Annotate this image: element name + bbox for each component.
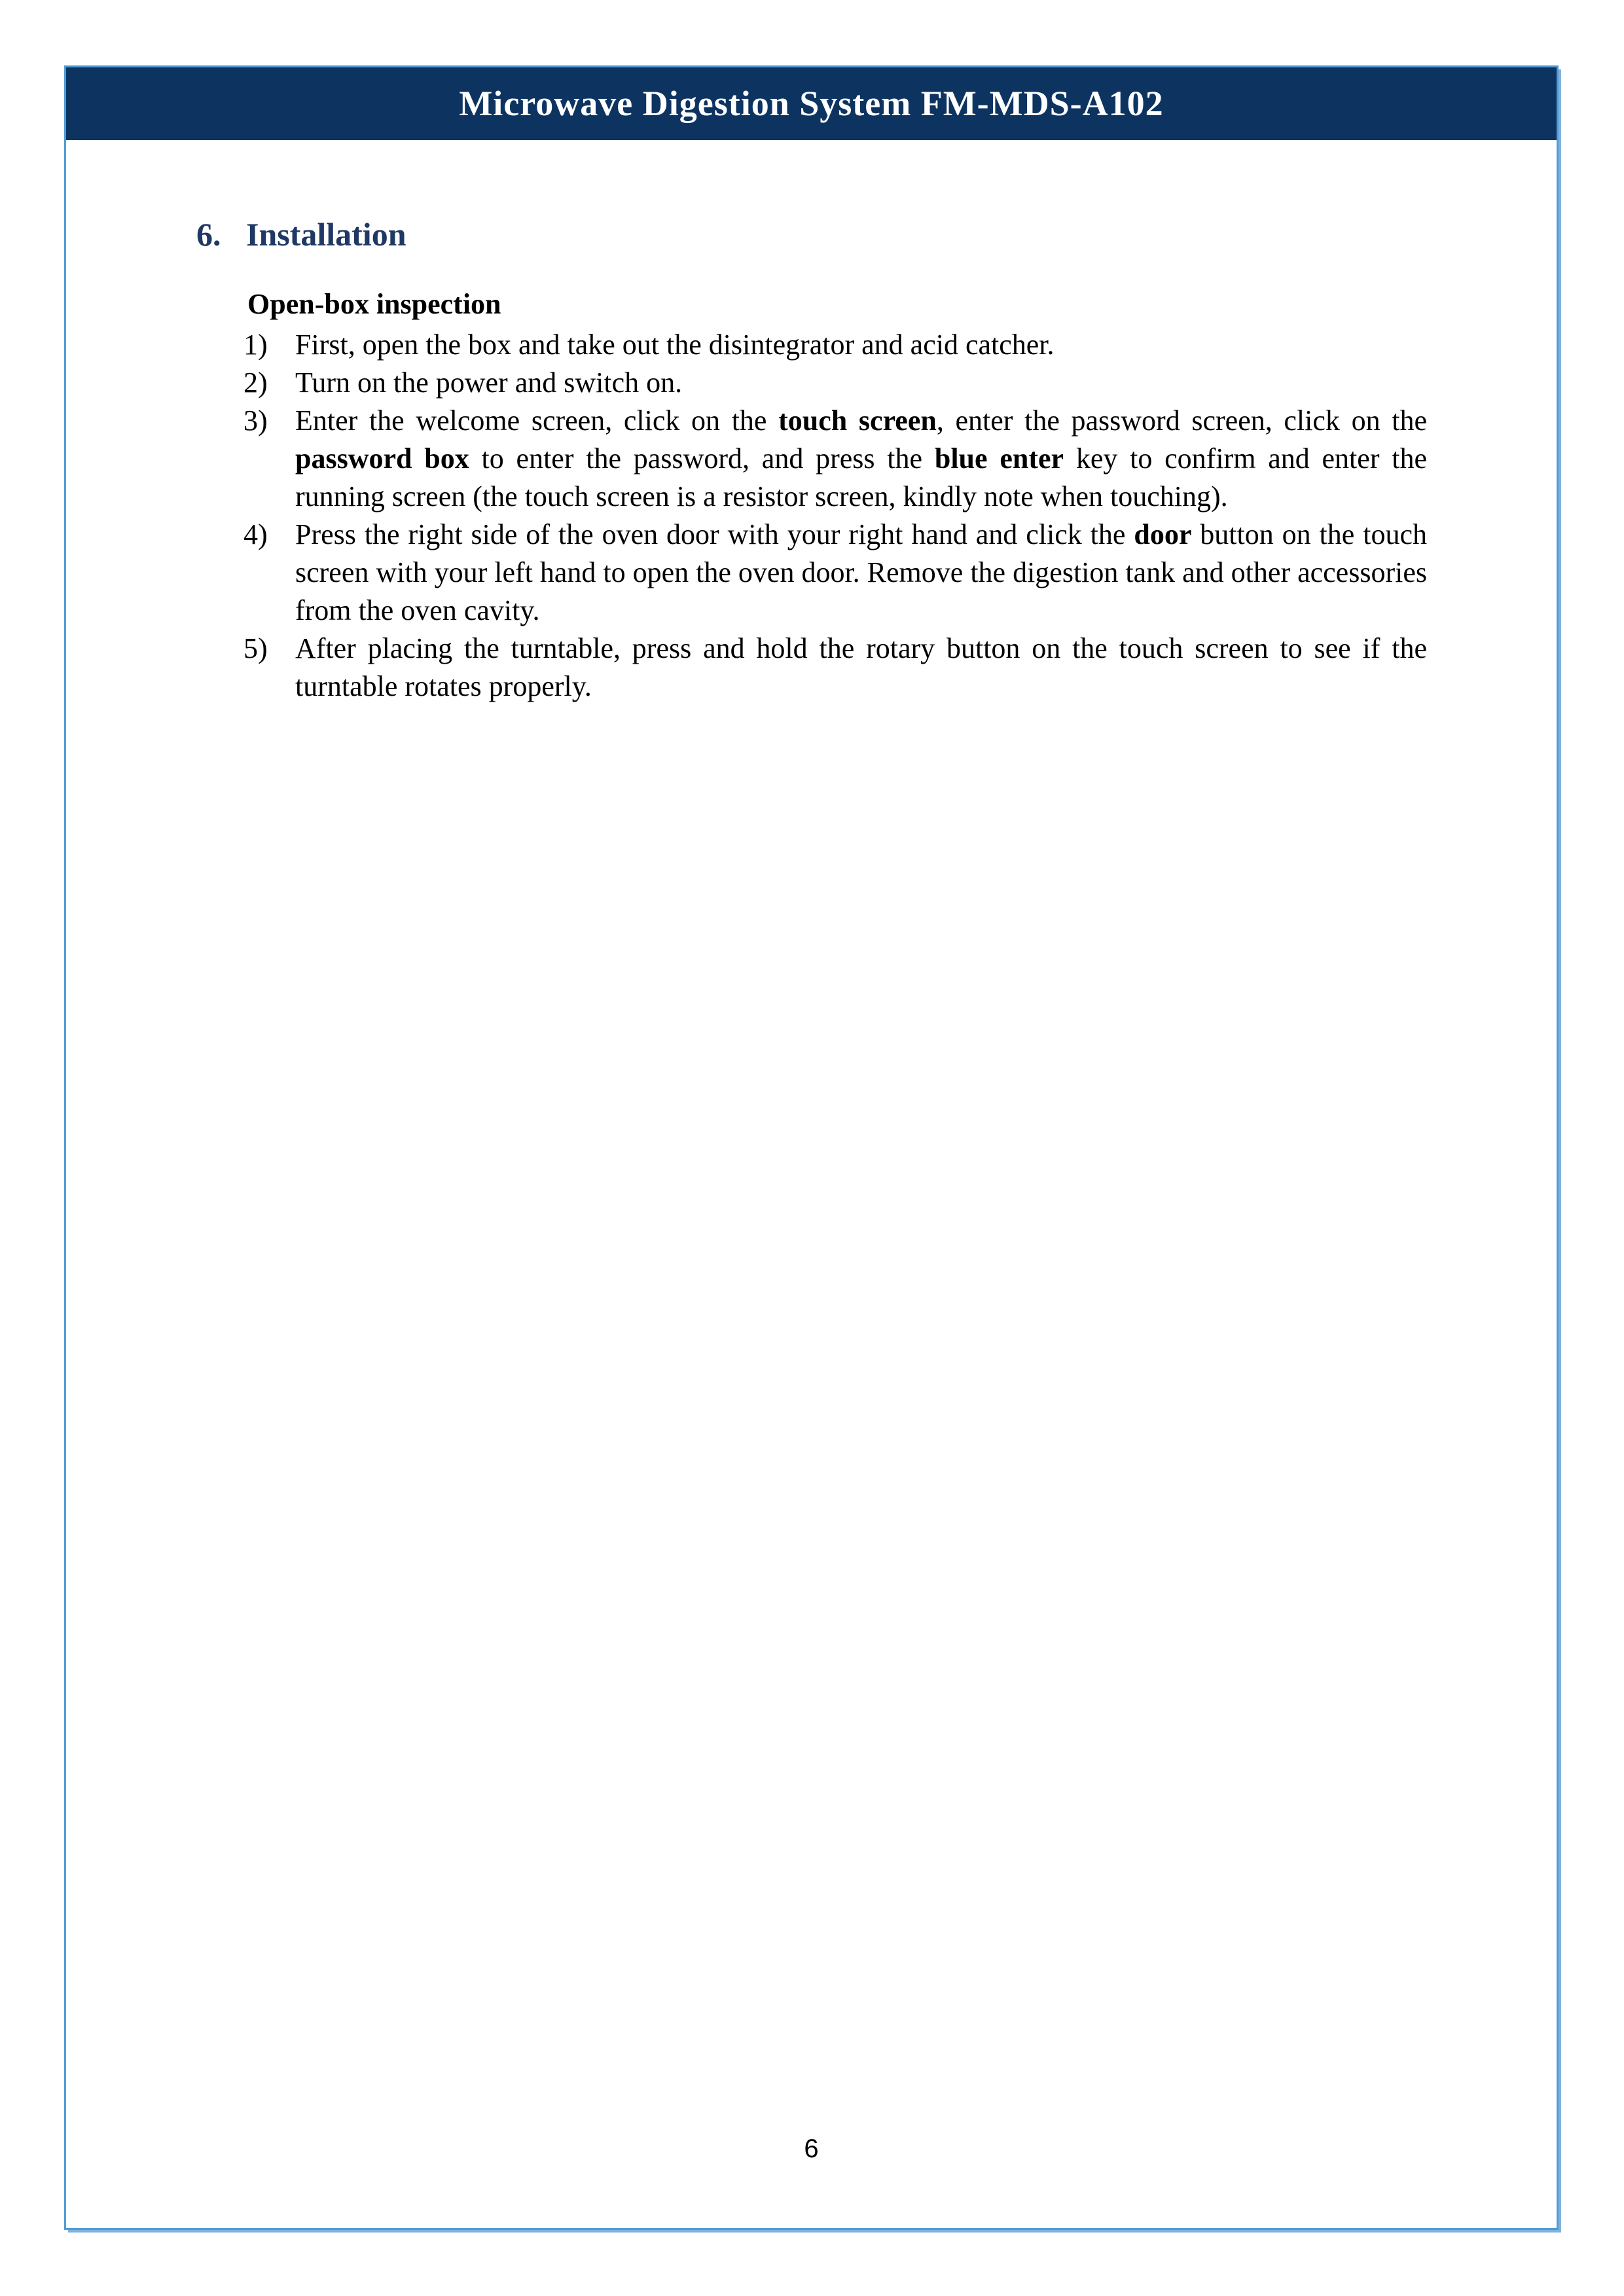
text-run: After placing the turntable, press and hold the rotary button on the touch screen to see if the turntable rotates properly. [295, 632, 1427, 702]
list-item-number: 3) [244, 404, 268, 437]
list-item [244, 402, 1428, 516]
steps-list [244, 326, 1428, 706]
section-heading [196, 213, 1557, 255]
page-frame [64, 65, 1559, 2230]
text-run: to enter the password, and press the [469, 442, 935, 475]
page-number: 6 [804, 2134, 819, 2163]
document-title: Microwave Digestion System FM-MDS-A102 [459, 84, 1164, 123]
header-bar [66, 67, 1557, 140]
list-item-number: 4) [244, 518, 268, 550]
list-item-text [295, 518, 1427, 626]
list-item [244, 326, 1427, 364]
text-run: key to confirm and enter the running screen (the touch screen is a resistor screen, kindly note when touching). [295, 442, 1428, 512]
list-item [244, 516, 1427, 630]
list-item-text [295, 632, 1427, 702]
section-number: 6. [196, 216, 221, 253]
text-run: Turn on the power and switch on. [295, 367, 683, 399]
list-item-text [295, 329, 1055, 361]
bold-text-run: door [1134, 518, 1192, 550]
section-title: Installation [246, 216, 406, 253]
list-item-number: 5) [244, 632, 268, 664]
list-item [244, 364, 1427, 402]
bold-text-run: touch screen [778, 404, 937, 437]
text-run: button on the touch screen with your left hand to open the oven door. Remove the digestion tank and other accessories from the oven cavity. [295, 518, 1427, 626]
list-item [244, 630, 1427, 706]
list-item-text [295, 367, 682, 399]
list-item-number: 1) [244, 329, 268, 361]
text-run: First, open the box and take out the disintegrator and acid catcher. [295, 329, 1055, 361]
bold-text-run: blue enter [934, 442, 1064, 475]
page-content [66, 140, 1557, 706]
list-item-text [295, 404, 1427, 512]
text-run: , enter the password screen, click on the [936, 404, 1427, 437]
subsection-title: Open-box inspection [247, 288, 501, 320]
list-item-number: 2) [244, 367, 268, 399]
text-run: Enter the welcome screen, click on the [295, 404, 779, 437]
bold-text-run: password box [295, 442, 469, 475]
text-run: Press the right side of the oven door with your right hand and click the [295, 518, 1134, 550]
